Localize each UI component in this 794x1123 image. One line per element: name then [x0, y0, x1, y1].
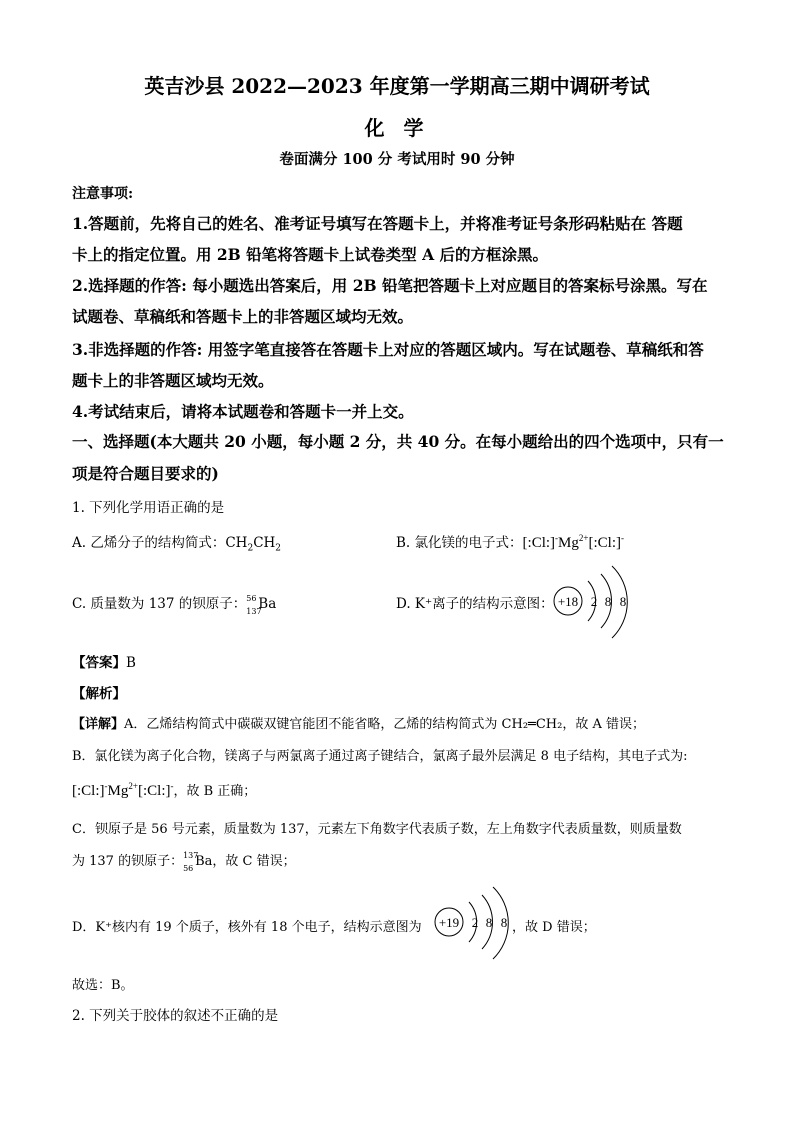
subject-title: 化 学 [364, 116, 430, 140]
q1-detail-b-electron-formula: $[:Cl:]^-Mg^{2+}[:Cl:]^-$ [72, 781, 174, 799]
shell-count-3: 8 [500, 915, 508, 930]
q1-analysis-tag: 【解析】 [72, 686, 126, 702]
q1-option-a-label: A. 乙烯分子的结构简式： [72, 535, 226, 551]
section-heading-line2: 项是符合题目要求的) [72, 464, 219, 483]
notes-item1-line1: 1.答题前，先将自己的姓名、准考证号填写在答题卡上，并将准考证号条形码粘贴在 答题 [72, 214, 683, 233]
q1-detail-b-line1: B．氯化镁为离子化合物，镁离子与两氯离子通过离子键结合，氯离子最外层满足 8 电子结构，其电子式为: [72, 749, 688, 764]
notes-item2-line1: 2.选择题的作答: 每小题选出答案后，用 2B 铅笔把答题卡上对应题目的答案标号涂黑。写在 [72, 276, 708, 295]
q1-detail-c-line1: C．钡原子是 56 号元素，质量数为 137，元素左下角数字代表质子数，左上角数字代表质量数，则质量数 [72, 822, 682, 837]
q1-option-a-formula: $CH_2CH_2$ [225, 535, 282, 554]
q1-conclusion: 故选：B。 [72, 978, 134, 993]
shell-count-2: 8 [604, 594, 612, 609]
section-heading-line1: 一、选择题(本大题共 20 小题，每小题 2 分，共 40 分。在每小题给出的四个选项中，只有一 [72, 432, 724, 451]
q1-option-b-label: B. 氯化镁的电子式： [396, 535, 523, 551]
notes-item3-line2: 题卡上的非答题区域均无效。 [72, 371, 274, 390]
q1-detail-b-line2: $[:Cl:]^-Mg^{2+}[:Cl:]^-$，故 B 正确； [72, 781, 257, 799]
q1-option-c-label: C. 质量数为 137 的钡原子： [72, 596, 247, 612]
q1-option-b [396, 531, 624, 552]
notes-item2-line2: 试题卷、草稿纸和答题卡上的非答题区域均无效。 [72, 307, 414, 326]
q1-option-a [72, 531, 281, 554]
shell-count-1: 2 [471, 915, 479, 930]
notes-item1-line2: 卡上的指定位置。用 2B 铅笔将答题卡上试卷类型 A 后的方框涂黑。 [72, 245, 548, 264]
q1-detail-d-ion-diagram [432, 882, 522, 968]
exam-info: 卷面满分 100 分 考试用时 90 分钟 [279, 151, 515, 168]
q1-detail-c-line2: 为 137 的钡原子： 137 56 Ba，故 C 错误； [72, 850, 296, 873]
exam-title: 英吉沙县 2022—2023 年度第一学期高三期中调研考试 [144, 74, 650, 98]
shell-count-3: 8 [619, 594, 627, 609]
nucleus-charge: +18 [557, 594, 579, 609]
q1-option-c-nuclide: 56 137 [246, 593, 262, 616]
q1-option-d-label: D. K⁺离子的结构示意图： [396, 596, 554, 612]
nucleus-charge: +19 [438, 915, 460, 930]
notes-heading: 注意事项: [72, 186, 134, 202]
notes-item3-line1: 3.非选择题的作答: 用签字笔直接答在答题卡上对应的答题区域内。写在试题卷、草稿纸和答 [72, 340, 704, 359]
shell-count-1: 2 [590, 594, 598, 609]
notes-item4: 4.考试结束后，请将本试题卷和答题卡一并上交。 [72, 402, 414, 421]
shell-count-2: 8 [485, 915, 493, 930]
q1-answer: 【答案】B [72, 655, 136, 671]
q1-option-b-electron-formula: $[:Cl:]^-Mg^{2+}[:Cl:]^-$ [522, 533, 624, 551]
q1-detail-c-nuclide: 137 56 [183, 850, 199, 873]
q1-stem: 1. 下列化学用语正确的是 [72, 500, 225, 516]
q1-option-c: C. 质量数为 137 的钡原子： 56 137 Ba [72, 593, 277, 616]
q1-option-d-ion-diagram [548, 562, 638, 648]
q1-detail-a: 【详解】A．乙烯结构简式中碳碳双键官能团不能省略，乙烯的结构简式为 CH₂═CH₂，故 A 错误； [72, 717, 646, 732]
q1-detail-d-post: ，故 D 错误； [512, 920, 596, 935]
q1-detail-d-pre: D．K⁺核内有 19 个质子，核外有 18 个电子，结构示意图为 [72, 920, 422, 935]
q2-stem: 2. 下列关于胶体的叙述不正确的是 [72, 1008, 279, 1024]
